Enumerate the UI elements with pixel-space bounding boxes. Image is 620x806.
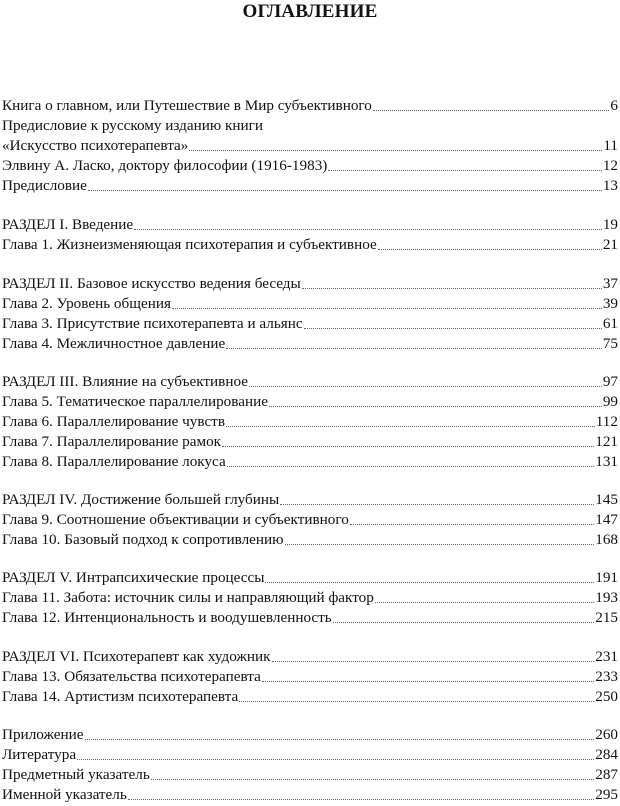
toc-entry-title: РАЗДЕЛ VI. Психотерапевт как художник [2,648,271,665]
dot-leader [128,799,594,800]
toc-entry [2,215,618,235]
toc-entry-page: 131 [595,453,618,470]
dot-leader [328,170,601,171]
toc-entry [2,176,618,196]
toc-entry [2,334,618,354]
toc-entry [2,510,618,530]
toc-entry-page: 193 [595,589,618,606]
toc-entry-page: 260 [595,726,618,743]
toc-entry-title: Глава 12. Интенциональность и воодушевленность [2,609,332,626]
toc-entry-title: Приложение [2,726,84,743]
toc-entry [2,452,618,472]
dot-leader [378,249,602,250]
toc-entry-page: 295 [595,786,618,803]
toc-entry-page: 191 [595,569,618,586]
dot-leader [226,426,595,427]
dot-leader [88,190,602,191]
toc-entry-title: Глава 11. Забота: источник силы и направляющий фактор [2,589,374,606]
dot-leader [280,504,594,505]
dot-leader [373,110,610,111]
toc-entry [2,294,618,314]
dot-leader [77,759,594,760]
toc-entry [2,530,618,550]
toc-entry-page: 287 [595,766,618,783]
toc-entry [2,568,618,588]
toc-entry-page: 168 [595,531,618,548]
toc-entry-title: Глава 10. Базовый подход к сопротивлению [2,531,284,548]
toc-entry [2,687,618,707]
dot-leader [189,150,602,151]
toc-entry-page: 215 [595,609,618,626]
dot-leader [151,779,594,780]
toc-entry [2,725,618,745]
toc-entry [2,765,618,785]
toc-entry [2,608,618,628]
dot-leader [302,288,602,289]
toc-entry-page: 250 [595,688,618,705]
dot-leader [227,466,594,467]
toc-entry-page: 13 [602,177,618,194]
toc-entry [2,116,618,136]
toc-entry-title: Глава 3. Присутствие психотерапевта и альянс [2,315,303,332]
toc-entry-page: 39 [602,295,618,312]
toc-entry-title: Глава 6. Параллелирование чувств [2,413,225,430]
toc-entry-page: 61 [602,315,618,332]
toc-entry-title: Книга о главном, или Путешествие в Мир субъективного [2,97,372,114]
toc-entry [2,588,618,608]
toc-entry-page: 121 [595,433,618,450]
dot-leader [249,386,602,387]
toc-entry [2,412,618,432]
toc-entry [2,667,618,687]
dot-leader [350,524,594,525]
dot-leader [269,406,602,407]
toc-entry [2,372,618,392]
toc-entry [2,314,618,334]
toc-entry-page: 231 [595,648,618,665]
toc-entry-page: 145 [595,491,618,508]
toc-entry-title: Предисловие [2,177,87,194]
toc-entry [2,392,618,412]
toc-entry [2,136,618,156]
toc-entry-title: «Искусство психотерапевта» [2,137,189,154]
toc-entry-title: Глава 8. Параллелирование локуса [2,453,226,470]
toc-entry-page: 21 [602,236,618,253]
toc-entry-title: Глава 4. Межличностное давление [2,335,226,352]
toc-entry-title: Предметный указатель [2,766,150,783]
toc-entry-page: 12 [602,157,618,174]
toc-entry-title: Литература [2,746,77,763]
dot-leader [239,701,594,702]
dot-leader [85,739,595,740]
toc-entry-page: 11 [603,137,618,154]
toc-entry-page: 75 [602,335,618,352]
toc-entry-title: РАЗДЕЛ V. Интрапсихические процессы [2,569,265,586]
toc-entry-page: 19 [602,216,618,233]
toc-entry-page: 99 [602,393,618,410]
toc-entry-page: 37 [602,275,618,292]
toc-entry-title: РАЗДЕЛ II. Базовое искусство ведения беседы [2,275,301,292]
dot-leader [172,308,602,309]
toc-entry-title: Глава 5. Тематическое параллелирование [2,393,268,410]
toc-entry-page: 147 [595,511,618,528]
page-title: ОГЛАВЛЕНИЕ [242,1,378,22]
dot-leader [265,582,594,583]
dot-leader [134,229,602,230]
toc-entry-title: Глава 7. Параллелирование рамок [2,433,222,450]
toc-entry [2,490,618,510]
toc-entry-page: 112 [595,413,618,430]
toc-entry-title: РАЗДЕЛ I. Введение [2,216,134,233]
toc-entry-page: 97 [602,373,618,390]
toc-entry [2,235,618,255]
toc-entry [2,274,618,294]
toc-entry-title: Глава 9. Соотношение объективации и субъективного [2,511,349,528]
dot-leader [222,446,594,447]
toc-entry [2,156,618,176]
toc-entry-page: 284 [595,746,618,763]
toc-entry-page: 6 [610,97,618,114]
dot-leader [304,328,602,329]
toc-entry [2,96,618,116]
toc-entry-title: Элвину А. Ласко, доктору философии (1916-1983) [2,157,328,174]
dot-leader [226,348,602,349]
toc-entry-title: Глава 14. Артистизм психотерапевта [2,688,239,705]
dot-leader [272,661,595,662]
toc-entry-title: РАЗДЕЛ IV. Достижение большей глубины [2,491,280,508]
toc-entry [2,432,618,452]
toc-entry [2,785,618,805]
toc-entry [2,647,618,667]
dot-leader [333,622,594,623]
toc-entry-title: Глава 1. Жизнеизменяющая психотерапия и субъективное [2,236,377,253]
toc-entry-page: 233 [595,668,618,685]
toc-entry-title: РАЗДЕЛ III. Влияние на субъективное [2,373,248,390]
dot-leader [262,681,594,682]
toc-entry-title: Глава 13. Обязательства психотерапевта [2,668,261,685]
dot-leader [375,602,594,603]
toc-entry-title: Предисловие к русскому изданию книги [2,117,263,134]
toc-entry-title: Именной указатель [2,786,127,803]
toc-entry-title: Глава 2. Уровень общения [2,295,171,312]
dot-leader [285,544,595,545]
toc-entry [2,745,618,765]
